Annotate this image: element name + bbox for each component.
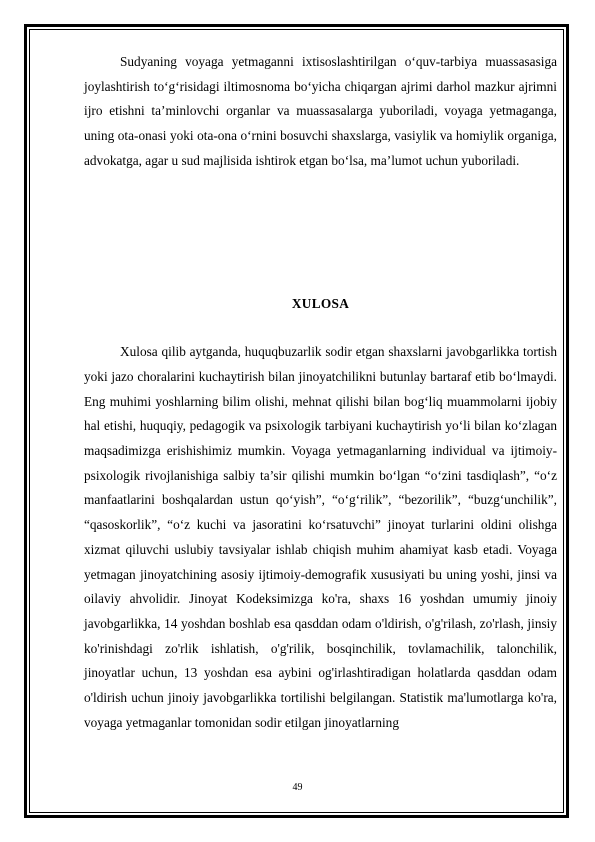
paragraph-xulosa: Xulosa qilib aytganda, huquqbuzarlik sodir etgan shaxslarni javobgarlikka tortish yoki jazo choralarini kuchaytirish bilan jinoyatchilikni butunlay bartaraf etib bo‘lmaydi. Eng muhimi yoshlarning bilim olishi, mehnat qilishi bilan bog‘liq muammolarni ijobiy hal etishi, huquqiy, pedagogik va psixologik tarbiyani kuchaytirish yo‘li bilan ko‘zlagan maqsadimizga erishishimiz mumkin. Voyaga yetmaganlarning individual va ijtimoiy-psixologik rivojlanishiga salbiy ta’sir qilishi mumkin bo‘lgan “o‘zini tasdiqlash”, “o‘z manfaatlarini boshqalardan ustun qo‘yish”, “o‘g‘rilik”, “bezorilik”, “buzg‘unchilik”, “qasoskorlik”, “o‘z kuchi va jasoratini ko‘rsatuvchi” jinoyat turlarini oldini olishga xizmat qiluvchi uslubiy tavsiyalar ishlab chiqish muhim ahamiyat kasb etadi. Voyaga yetmagan jinoyatchining asosiy ijtimoiy-demografik xususiyati bu uning yoshi, jinsi va oilaviy ahvolidir. Jinoyat Kodeksimizga ko'ra, shaxs 16 yoshdan umumiy jinoiy javobgarlikka, 14 yoshdan boshlab esa qasddan odam o'ldirish, o'g'rilash, zo'rlash, jinsiy ko'rinishdagi zo'rlik ishlatish, o'g'rilik, bosqinchilik, tovlamachilik, talonchilik, jinoyatlar uchun, 13 yoshdan esa aybini og'irlashtiradigan holatlarda qasddan odam o'ldirish uchun jinoiy javobgarlikka tortilishi belgilangan. Statistik ma'lumotlarga ko'ra, voyaga yetmaganlar tomonidan sodir etilgan jinoyatlarning: [84, 344, 557, 730]
paragraph-ajrim: Sudyaning voyaga yetmaganni ixtisoslashtirilgan o‘quv-tarbiya muassasasiga joylashtirish to‘g‘risidagi iltimosnoma bo‘yicha chiqargan ajrimi darhol mazkur ajrimni ijro etishni ta’minlovchi organlar va muassasalarga yuboriladi, voyaga yetmaganga, uning ota-onasi yoki ota-ona o‘rnini bosuvchi shaxslarga, vasiylik va homiylik organiga, advokatga, agar u sud majlisida ishtirok etgan bo‘lsa, ma’lumot uchun yuboriladi.: [84, 54, 557, 168]
document-body: [84, 50, 557, 735]
blank-space: [84, 174, 557, 292]
page-number: 49: [292, 782, 303, 793]
blank-line: [84, 316, 557, 340]
section-title-xulosa: XULOSA: [291, 295, 350, 311]
